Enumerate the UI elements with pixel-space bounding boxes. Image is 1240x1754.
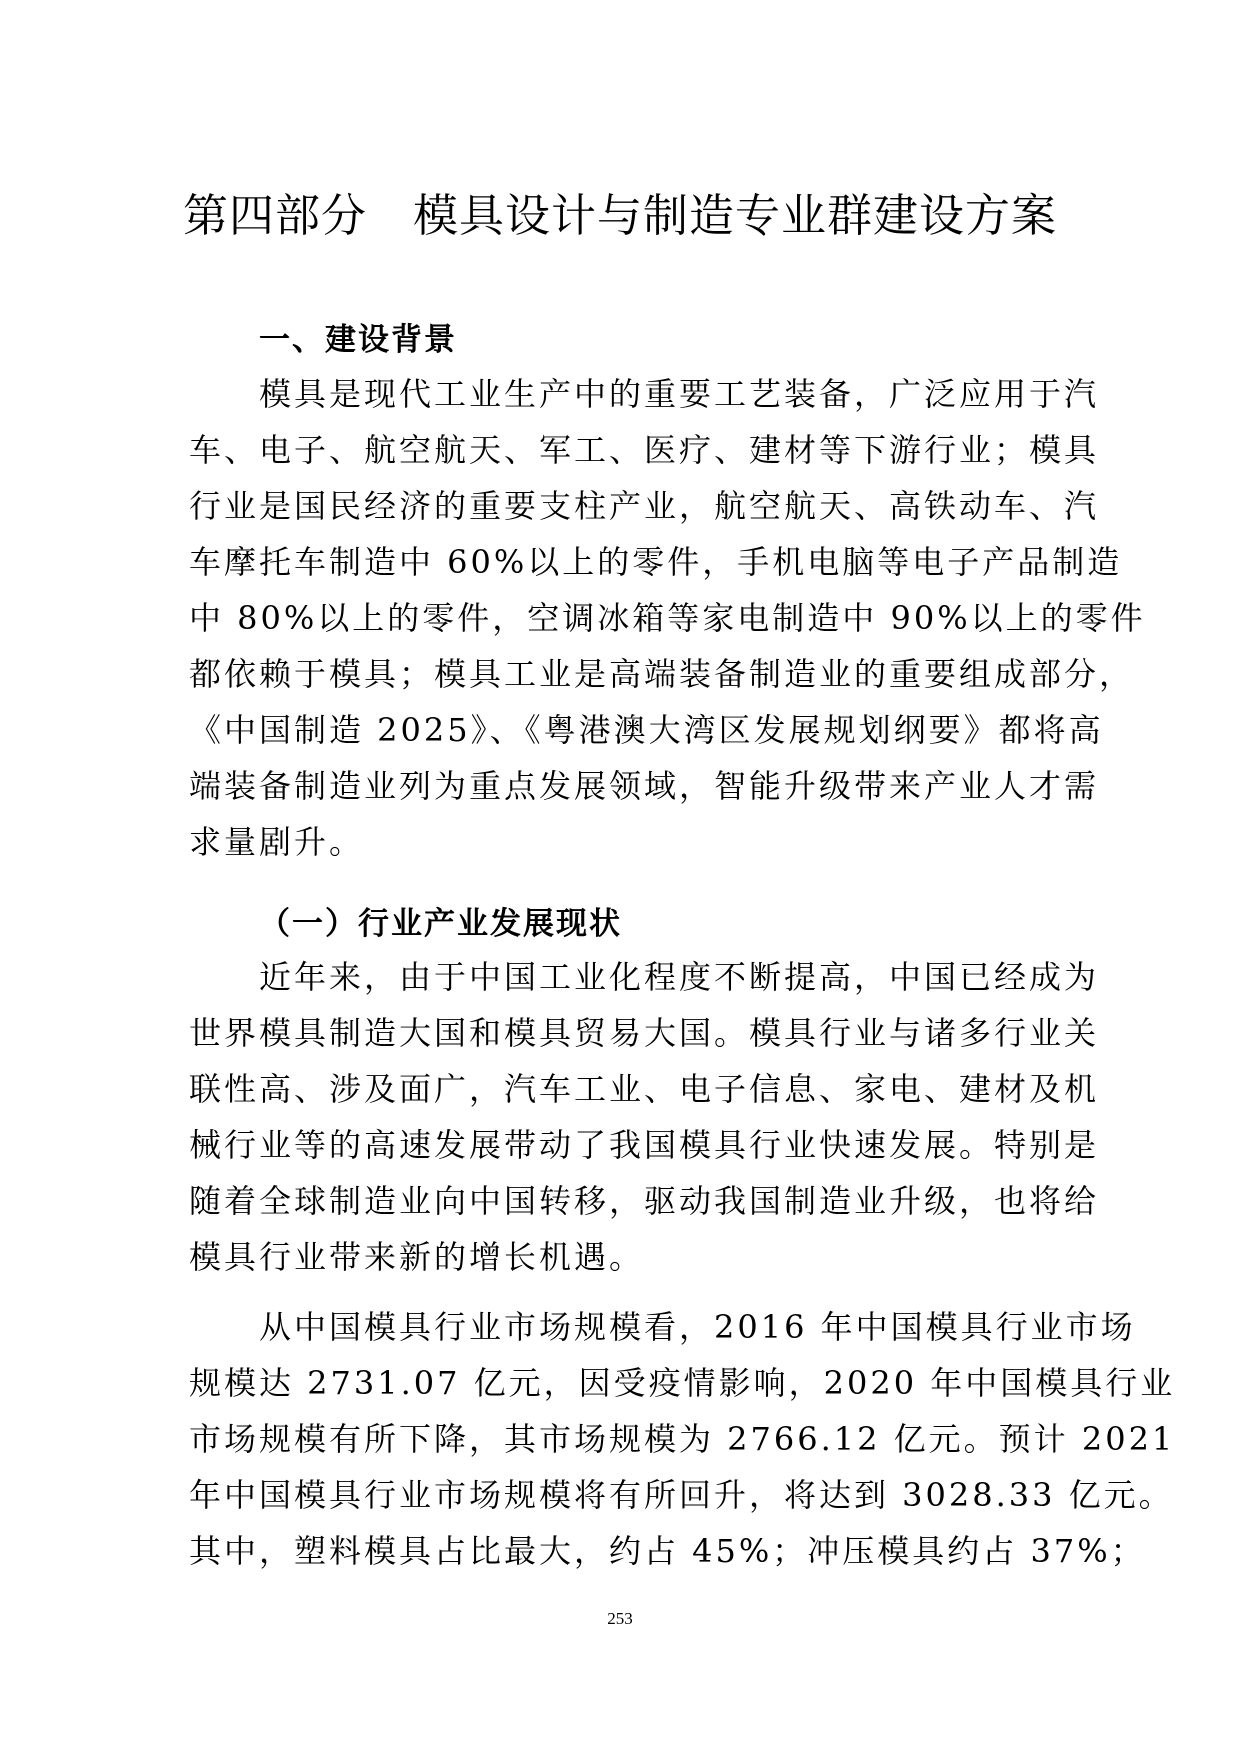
paragraph-line: 车摩托车制造中 60%以上的零件，手机电脑等电子产品制造 (189, 543, 1123, 581)
document-title: 第四部分 模具设计与制造专业群建设方案 (182, 189, 1057, 242)
paragraph-line: 车、电子、航空航天、军工、医疗、建材等下游行业；模具 (189, 431, 1100, 469)
paragraph-line: 联性高、涉及面广，汽车工业、电子信息、家电、建材及机 (189, 1070, 1100, 1108)
paragraph-line: 模具是现代工业生产中的重要工艺装备，广泛应用于汽 (259, 375, 1100, 413)
paragraph-line: 随着全球制造业向中国转移，驱动我国制造业升级，也将给 (189, 1182, 1100, 1220)
paragraph-line: 中 80%以上的零件，空调冰箱等家电制造中 90%以上的零件 (189, 599, 1146, 637)
page-number: 253 (607, 1609, 633, 1628)
paragraph-line: 模具行业带来新的增长机遇。 (189, 1238, 645, 1276)
paragraph-line: 近年来，由于中国工业化程度不断提高，中国已经成为 (259, 958, 1100, 996)
paragraph-line: 行业是国民经济的重要支柱产业，航空航天、高铁动车、汽 (189, 487, 1100, 525)
paragraph-line: 端装备制造业列为重点发展领域，智能升级带来产业人才需 (189, 767, 1100, 805)
sub-heading: （一）行业产业发展现状 (259, 906, 622, 942)
paragraph-line: 世界模具制造大国和模具贸易大国。模具行业与诸多行业关 (189, 1014, 1100, 1052)
paragraph-line: 都依赖于模具；模具工业是高端装备制造业的重要组成部分， (189, 655, 1135, 693)
paragraph-line: 从中国模具行业市场规模看，2016 年中国模具行业市场 (259, 1308, 1136, 1346)
paragraph-line: 求量剧升。 (189, 823, 365, 861)
paragraph-line: 《中国制造 2025》、《粤港澳大湾区发展规划纲要》都将高 (189, 711, 1104, 749)
paragraph-line: 年中国模具行业市场规模将有所回升，将达到 3028.33 亿元。 (189, 1476, 1174, 1514)
paragraph-line: 市场规模有所下降，其市场规模为 2766.12 亿元。预计 2021 (189, 1420, 1176, 1458)
paragraph-line: 其中，塑料模具占比最大，约占 45%；冲压模具约占 37%； (189, 1532, 1146, 1570)
section-heading: 一、建设背景 (259, 322, 457, 358)
paragraph-line: 规模达 2731.07 亿元，因受疫情影响，2020 年中国模具行业 (189, 1364, 1176, 1402)
paragraph-line: 械行业等的高速发展带动了我国模具行业快速发展。特别是 (189, 1126, 1100, 1164)
